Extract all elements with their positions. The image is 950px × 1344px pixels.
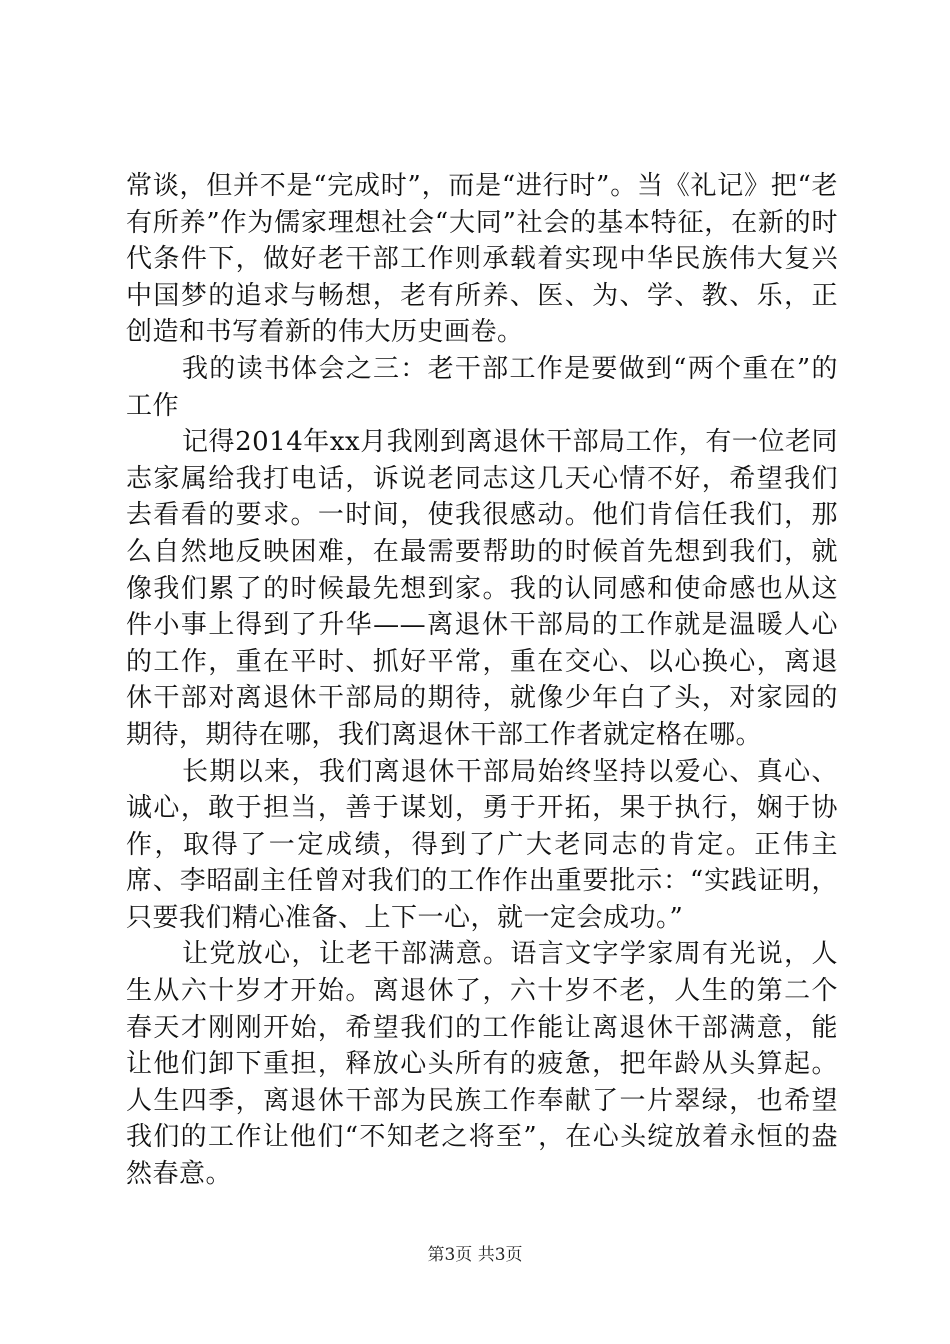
page-number-footer: 第3页 共3页	[427, 1245, 523, 1265]
paragraph-achievements: 长期以来，我们离退休干部局始终坚持以爱心、真心、诚心，敢于担当，善于谋划，勇于开拓，果于执行，娴于协作，取得了一定成绩，得到了广大老同志的肯定。正伟主席、李昭副主任曾对我们的工作作出重要批示：“实践证明，只要我们精心准备、上下一心，就一定会成功。”	[126, 756, 838, 933]
paragraph-satisfaction: 让党放心，让老干部满意。语言文字学家周有光说，人生从六十岁才开始。离退休了，六十岁不老，人生的第二个春天才刚刚开始，希望我们的工作能让离退休干部满意，能让他们卸下重担，释放心头所有的疲惫，把年龄从头算起。人生四季，离退休干部为民族工作奉献了一片翠绿，也希望我们的工作让他们“不知老之将至”，在心头绽放着永恒的盎然春意。	[126, 939, 838, 1190]
paragraph-phone-call-story: 记得2014年xx月我刚到离退休干部局工作，有一位老同志家属给我打电话，诉说老同志这几天心情不好，希望我们去看看的要求。一时间，使我很感动。他们肯信任我们，那么自然地反映困难，在最需要帮助的时候首先想到我们，就像我们累了的时候最先想到家。我的认同感和使命感也从这件小事上得到了升华——离退休干部局的工作就是温暖人心的工作，重在平时、抓好平常，重在交心、以心换心，离退休干部对离退休干部局的期待，就像少年白了头，对家园的期待，期待在哪，我们离退休干部工作者就定格在哪。	[126, 427, 838, 750]
section-heading-reading-note-3: 我的读书体会之三：老干部工作是要做到“两个重在”的工作	[126, 353, 838, 421]
paragraph-continuation: 常谈，但并不是“完成时”，而是“进行时”。当《礼记》把“老有所养”作为儒家理想社会“大同”社会的基本特征，在新的时代条件下，做好老干部工作则承载着实现中华民族伟大复兴中国梦的追求与畅想，老有所养、医、为、学、教、乐，正创造和书写着新的伟大历史画卷。	[126, 171, 838, 348]
document-body	[126, 168, 838, 1193]
